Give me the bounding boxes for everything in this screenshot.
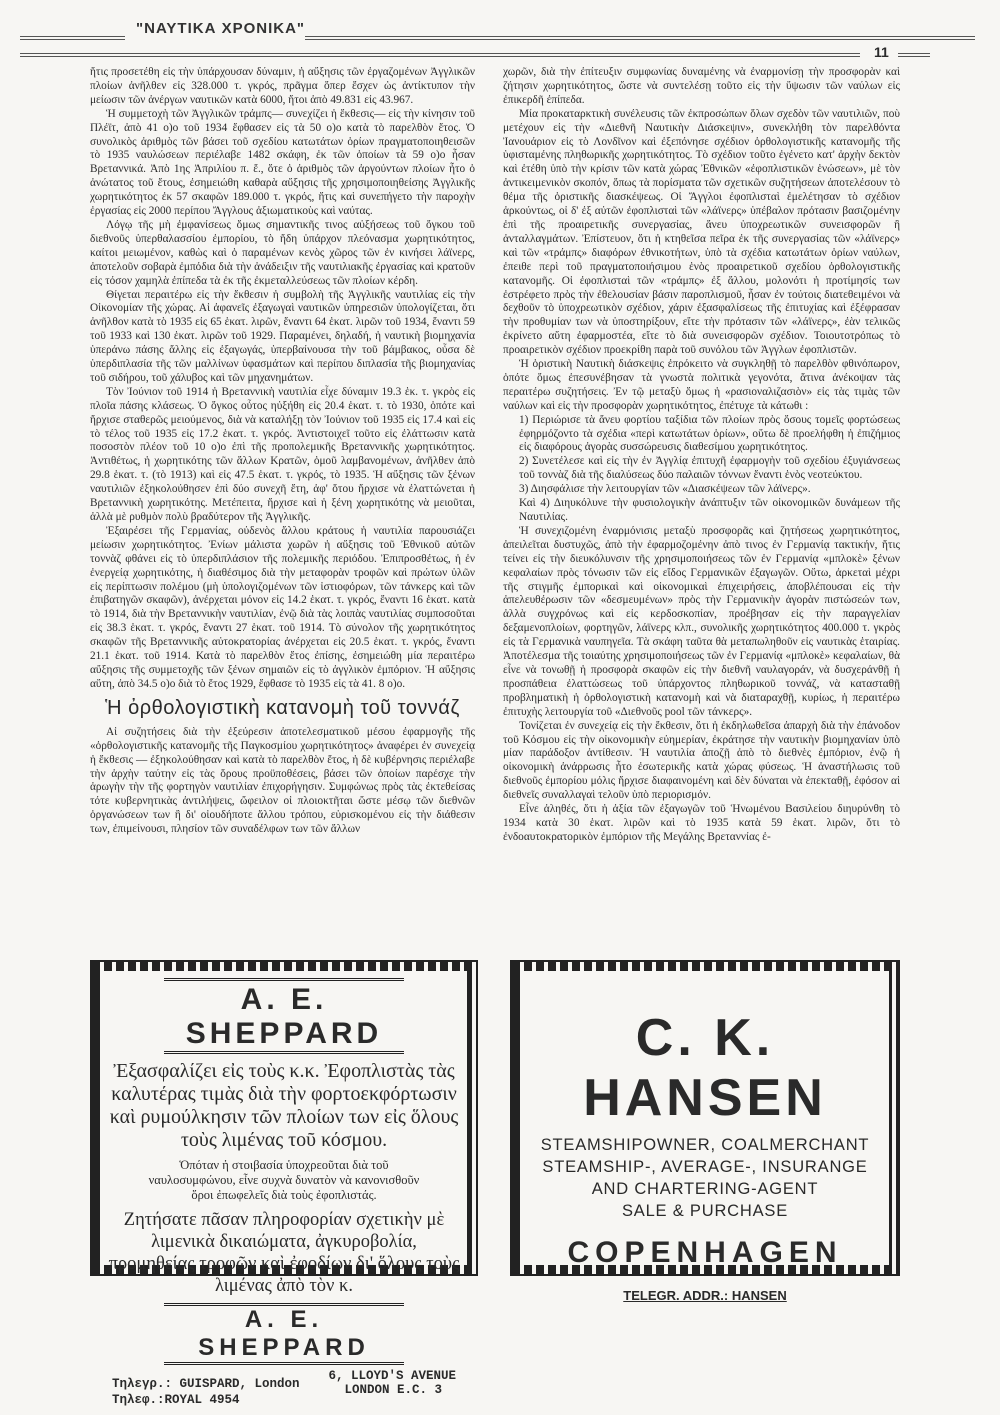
header-rule-under — [20, 53, 860, 57]
journal-title: "ΝΑΥΤΙΚΑ ΧΡΟΝΙΚΑ" — [136, 20, 306, 37]
sheppard-body: Ἐξασφαλίζει εἰς τοὺς κ.κ. Ἐφοπλιστὰς τὰς καλυτέρας τιμὰς διὰ τὴν φορτοεκφόρτωσιν καὶ ρυμούλκησιν τῶν πλοίων των εἰς ὅλους τοὺς λιμένας τοῦ κόσμου. — [109, 1060, 459, 1151]
hansen-line: STEAMSHIP-, AVERAGE-, INSURANGE — [542, 1158, 868, 1176]
sheppard-name-repeat: A. E. SHEPPARD — [164, 1303, 404, 1365]
hansen-line: STEAMSHIPOWNER, COALMERCHANT — [540, 1136, 870, 1154]
telegraph-value: GUISPARD, London — [179, 1377, 300, 1391]
hansen-line: SALE & PURCHASE — [621, 1202, 789, 1220]
sheppard-address — [328, 1369, 456, 1397]
hansen-telegraph — [530, 1288, 880, 1303]
paragraph: Λόγῳ τῆς μὴ ἐμφανίσεως ὅμως σημαντικῆς τινος αὐξήσεως τοῦ ὄγκου τοῦ διεθνοῦς ὑπερθαλασσίου ἐμπορίου, τὸ ἤδη ὑπάρχον πλεόνασμα χωρητικότητος, καίτοι μειωμένον, καθὼς καὶ ὁ παραμένων κενὸς χῶρος τῶν ἐν κινήσει λάϊνερς, ἀποτελοῦν σοβαρὰ ἐμπόδια διὰ τὴν ἀνάδειξιν τῆς ναυτιλιακῆς ἐργασίας καὶ κρατοῦν εἰς τόσον χαμηλὰ ἐπίπεδα τὰ ἐκ τῆς ἐκμεταλλεύσεως τῶν πλοίων κέρδη. — [90, 218, 475, 287]
address-line: 6, LLOYD'S AVENUE — [328, 1369, 456, 1383]
list-item: 1) Περιώρισε τὰ ἄνευ φορτίου ταξίδια τῶν πλοίων πρὸς ὅσους τομεῖς φορτώσεως ἐφηρμόζοντο τὰ σχέδια «περὶ κατωτάτων ὁρίων», οὕτω δὲ προελήφθη ἡ ἐπιζήμιος εἰς διαφόρους ἀγορὰς συσσώρευσις διαθεσίμου χωρητικότητος. — [519, 413, 900, 454]
sheppard-telegraph — [112, 1377, 300, 1391]
list-item: Καὶ 4) Διηυκόλυνε τὴν φυσιολογικὴν ἀνάπτυξιν τῶν οἰκονομικῶν δυνάμεων τῆς Ναυτιλίας. — [519, 497, 900, 523]
hansen-city: COPENHAGEN — [567, 1236, 843, 1269]
paragraph: Μία προκαταρκτικὴ συνέλευσις τῶν ἐκπροσώπων ὅλων σχεδὸν τῶν ναυτιλιῶν, ποὺ μετέχουν εἰς τὴν «Διεθνῆ Ναυτικὴν Διάσκεψιν», συνεκλήθη τὸν παρελθόντα Ἰανουάριον εἰς τὸ Λονδῖνον καὶ ἐξεπόνησε σχέδιον ὀρθολογιστικῆς κατανομῆς τῆς ὑφισταμένης πληθωρικῆς χωρητικότητος. Τὸ σχέδιον τοῦτο ἐγένετο κατ' ἀρχὴν δεκτὸν καὶ ἐτέθη ὑπὸ τὴν κρίσιν τῶν κατὰ χώρας Ἐθνικῶν «ἐφοπλιστικῶν ἑνώσεων», μὲ τὸν ἀντικειμενικὸν σκοπόν, ὅπως τὰ πορίσματα τῶν σχετικῶν συζητήσεων ἀποτελέσουν τὸ θέμα τῆς ὁριστικῆς διασκέψεως. Οἱ Ἄγγλοι ἐφοπλισταὶ ἐμελέτησαν τὸ σχέδιον ἀρκούντως, οἱ δ' ἐξ αὐτῶν ἐφοπλισταὶ τῶν «λάϊνερς» ὑπέβαλον πρότασιν βασιζομένην ἐπὶ τῆς προαιρετικῆς συνεργασίας, ἄνευ ὑποχρεωτικῶν συνεισφορῶν ἢ ἀνταλλαγμάτων. Ἐπίστευον, ὅτι ἡ κτηθεῖσα πεῖρα ἐκ τῆς συνεργασίας τῶν «λάϊνερς» καὶ τῶν «τράμπς» διαφόρων ἐθνικοτήτων, ὑπὸ τὰ σχέδια κατωτάτων ὁρίων ναύλων, ἐπειθε περὶ τοῦ πραγματοποιήσιμου ἑνὸς προαιρετικοῦ σχεδίου ὀρθολογιστικῆς κατανομῆς. Οἱ ἐφοπλισταὶ τῶν «τράμπς» ἐξ ἄλλου, μολονότι ἡ προτίμησίς των ἐστρέφετο πρὸς τὴν ἐθελουσίαν βάσιν παροπλισμοῦ, ἦσαν ἐν τούτοις διατεθειμένοι νὰ δεχθοῦν τὸ ὑποχρεωτικὸν σχέδιον, χάριν ἐξασφαλίσεως τῆς ἐπιτυχίας καὶ ἐξέφρασαν τὴν προθυμίαν των νὰ ὑποστηρίξουν, εἴτε τὴν πρότασιν τῶν «λάϊνερς», ἐὰν τελικῶς ἐκρίνετο αὕτη ἐφαρμοστέα, εἴτε τὸ διὰ συνεισφορῶν σχέδιον. Τοιουτοτρόπως τὸ προαιρετικὸν σχέδιον προεκρίθη παρὰ τοῦ συνόλου τῶν Ἀγγλων ἐφοπλιστῶν. — [503, 107, 900, 357]
hansen-line: AND CHARTERING-AGENT — [591, 1180, 819, 1198]
telegraph-address: TELEGR. ADDR.: HANSEN — [623, 1288, 787, 1303]
hansen-name: C. K. HANSEN — [583, 1009, 827, 1127]
paragraph: Θίγεται περαιτέρω εἰς τὴν ἔκθεσιν ἡ συμβολὴ τῆς Ἀγγλικῆς ναυτιλίας εἰς τὴν Οἰκονομίαν τῆς χώρας. Αἱ ἀφανεῖς ἐξαγωγαὶ ναυτικῶν ὑπηρεσιῶν ὑπολογίζεται, ὅτι ἀνῆλθον κατὰ τὸ 1935 εἰς 65 ἑκατ. λιρῶν, ἔναντι 64 ἑκατ. λιρῶν τοῦ 1934, ἔναντι 59 τοῦ 1933 καὶ 130 ἑκατ. λιρῶν τοῦ 1929. Παραμένει, δηλαδή, ἡ ναυτικὴ βιομηχανία ὑπεράνω πάσης ἄλλης εἰς ἐξαγωγάς, ὑπερβαίνουσα τὴν τοῦ βάμβακος, οὖσα δὲ ὑπερδιπλασία τῆς τῶν μαλλίνων ὑφασμάτων καὶ περίπου διπλασία τῆς βιομηχανίας τοῦ σιδήρου, τοῦ χάλυβος καὶ τῶν μηχανημάτων. — [90, 288, 475, 384]
paragraph: ἥτις προσετέθη εἰς τὴν ὑπάρχουσαν δύναμιν, ἡ αὔξησις τῶν ἐργαζομένων Ἀγγλικῶν πλοίων ἀνῆλθεν εἰς 328.000 τ. γκρός, πρᾶγμα ὅπερ ἔσχεν ὡς ἀντίκτυπον τὴν μείωσιν τῶν ἀνέργων ναυτικῶν κατὰ 6000, ἤτοι ἀπὸ 49.831 εἰς 43.967. — [90, 66, 475, 106]
sheppard-request: Ζητήσατε πᾶσαν πληροφορίαν σχετικὴν μὲ λιμενικὰ δικαιώματα, ἀγκυροβολία, προμηθείας τροφῶν καὶ ἐφοδίων δι' ὅλους τοὺς λιμένας ἀπὸ τὸν κ. — [108, 1210, 460, 1296]
paragraph: Εἶνε ἀληθές, ὅτι ἡ ἀξία τῶν ἐξαγωγῶν τοῦ Ἡνωμένου Βασιλείου διηυρύνθη τὸ 1934 κατὰ 30 ἑκατ. λιρῶν καὶ τὸ 1935 κατὰ 59 ἑκατ. λιρῶν, ὅτι τὸ ἐνδοαυτοκρατορικὸν ἐμπόριον τῆς Μεγάλης Βρεταννίας ἐ- — [503, 803, 900, 843]
paragraph: Τὸν Ἰούνιον τοῦ 1914 ἡ Βρεταννικὴ ναυτιλία εἶχε δύναμιν 19.3 ἑκ. τ. γκρὸς εἰς πλοῖα πάσης κλάσεως. Ὁ ὄγκος οὗτος ηὐξήθη εἰς 20.4 ἑκατ. τ. τὸ 1930, ὁπότε καὶ ἤρχισε σταθερῶς μειούμενος, διὰ νὰ καταλήξῃ τὸν Ἰούνιον τοῦ 1935 εἰς 17.4 καὶ εἰς τὸ τέλος τοῦ 1935 εἰς 17.2 ἑκατ. τ. γκρός. Ἀντιστοιχεῖ τοῦτο εἰς ἐλάττωσιν κατὰ ποσοστὸν πλέον τοῦ 10 ο)ο ἐπὶ τῆς προπολεμικῆς Βρεταννικῆς χωρητικότητος. Ἀντιθέτως, ἡ χωρητικότης τῶν ἄλλων Κρατῶν, ὁμοῦ λαμβανομένων, ἀνῆλθεν ἀπὸ 29.8 ἑκατ. τ. (τὸ 1913) καὶ εἰς 47.5 ἑκατ. τ. γκρός, τὸ 1935. Ἡ αὔξησις τῶν ξένων ναυτιλιῶν ἐξηκολούθησεν ἐπὶ δύο συνεχῆ ἔτη, ἀφ' ὅτου ἤρχισε νὰ ἐλαττώνεται ἡ Βρεταννικὴ χωρητικότης. Μετέπειτα, ἤρχισε καὶ ἡ ξένη χωρητικότης νὰ μειοῦται, ἀλλὰ μὲ ρυθμὸν πολὺ βραδύτερον τῆς Ἀγγλικῆς. — [90, 385, 475, 523]
paragraph: Αἱ συζητήσεις διὰ τὴν ἐξεύρεσιν ἀποτελεσματικοῦ μέσου ἐφαρμογῆς τῆς «ὀρθολογιστικῆς κατανομῆς τῆς Παγκοσμίου χωρητικότητος» ἀναφέρει ἐν συνεχείᾳ ἡ ἔκθεσις — ἐξηκολούθησαν καὶ κατὰ τὸ παρελθὸν ἔτος, ἡ δὲ κυβέρνησις περιέλαβε τὴν ἀρχὴν ταύτην εἰς τὰς ὅρους προϋποθέσεις, βάσει τῶν ὁποίων παρέσχε τὴν ἀρωγὴν τὴν τῆς φορτηγὸν ναυτιλίαν ἐπιχορήγησιν. Συμφώνως πρὸς τὰς ἐκτεθείσας τότε κυβερνητικὰς ἀντιλήψεις, ὤφειλον οἱ πλοιοκτῆται ὥστε μέσῳ τῶν διεθνῶν ὀργανώσεων των ἢ δι' οἱουδήποτε ἄλλου τρόπου, εὑρισκομένου εἰς τὴν διάθεσιν των, ἐπιμείνουσι, πλησίον τῶν συναδέλφων των τῶν ἄλλων — [90, 725, 475, 836]
sheppard-contact — [108, 1369, 460, 1415]
address-line: LONDON E.C. 3 — [344, 1383, 442, 1397]
telegraph-label: Τηλεγρ.: — [112, 1377, 173, 1391]
article-column-left — [90, 66, 475, 931]
list-item: 3) Διησφάλισε τὴν λειτουργίαν τῶν «Διασκέψεων τῶν λάϊνερς». — [519, 483, 811, 496]
list-item: 2) Συνετέλεσε καὶ εἰς τὴν ἐν Ἀγγλίᾳ ἐπιτυχῆ ἐφαρμογὴν τοῦ σχεδίου ἐξυγιάνσεως τοῦ τοννὰζ διὰ τῆς διαλύσεως δύο παλαιῶν τόννων ἔναντι ἑνὸς νεοτεύκτου. — [519, 455, 900, 482]
section-heading: Ἡ ὀρθολογιστικὴ κατανομὴ τοῦ τοννάζ — [105, 696, 460, 719]
sheppard-telephone — [112, 1393, 240, 1407]
paragraph: Ἐξαιρέσει τῆς Γερμανίας, οὐδενὸς ἄλλου κράτους ἡ ναυτιλία παρουσιάζει μείωσιν χωρητικότητος. Ἐνίων μάλιστα χωρῶν ἡ αὔξησις τοῦ Ἐθνικοῦ αὐτῶν τοννὰζ φθάνει εἰς τὸ ὑπερδιπλάσιον τῆς πολεμικῆς περιόδου. Ἐπιπροσθέτως, ἡ ἐν ἐνεργείᾳ χωρητικότης, ἡ διαθέσιμος διὰ τὴν μεταφορὰν τροφῶν καὶ πρώτων ὑλῶν εἰς περίπτωσιν πολέμου (μὴ ὑπολογιζομένων τῶν ἱστιοφόρων, τῶν τάνκερς καὶ τῶν ἐπιβατηγῶν σκαφῶν), ἀνέρχεται μόνον εἰς 14.2 ἑκατ. τ. γκρός, ἔναντι 16 ἑκατ. κατὰ τὸ 1914, διὰ τὴν Βρεταννικὴν ναυτιλίαν, ἐνῷ διὰ τὰς λοιπὰς ναυτιλίας συμποσοῦται εἰς 38.3 ἑκατ. τ. γκρός, ἔναντι 27 ἑκατ. τοῦ 1914. Τὸ σύνολον τῆς χωρητικότητος σκαφῶν τῆς Βρεταννικῆς αὐτοκρατορίας ἀνέρχεται εἰς 20.5 ἑκατ. τ. γκρός, ἔναντι 21.1 ἑκατ. τοῦ 1914. Κατὰ τὸ παρελθὸν ἔτος ἐπίσης, ἐσημειώθη μία περαιτέρω αὔξησις τῆς συμμετοχῆς τῶν ξένων σημαιῶν εἰς τὸ ἀγγλικὸν ἐμπόριον. Ἡ αὔξησις αὕτη, ἀπὸ 34.5 ο)ο διὰ τὸ ἔτος 1929, ἔφθασε τὸ 1935 εἰς τὰ 41. 8 ο)ο. — [90, 524, 475, 690]
paragraph: Ἡ συμμετοχὴ τῶν Ἀγγλικῶν τράμπς— συνεχίζει ἡ ἔκθεσις— εἰς τὴν κίνησιν τοῦ Πλέϊτ, ἀπὸ 41 ο)ο τοῦ 1934 ἔφθασεν εἰς τὰ 50 ο)ο κατὰ τὸ παρελθὸν ἔτος. Ὁ συνολικὸς ἀριθμὸς τῶν βάσει τοῦ σχεδίου κατωτάτων ὁρίων πραγματοποιηθεισῶν τὸ 1935 ναυλώσεων περιέλαβε 1482 σκάφη, ἐκ τῶν ὁποίων τὰ 59 ο)ο ἦσαν Βρεταννικά. Ἀπὸ 1ης Ἀπριλίου π. ἔ., ὅτε ὁ ἀριθμὸς τῶν ἀργούντων πλοίων ἦτο ὁ ἀνώτατος τοῦ ἔτους, ἐσημειώθη καθαρὰ αὔξησις τῆς χρησιμοποιηθείσης Ἀγγλικῆς χωρητικότητος ἐκ 57 σκαφῶν 189.000 τ. γκρός, ἥτις καὶ συνεπήγετο τὴν παροχὴν ἐργασίας εἰς 2000 περίπου Ἄγγλους ἀξιωματικοὺς καὶ ναύτας. — [90, 107, 475, 218]
sheppard-advertisement — [90, 960, 478, 1407]
article-column-right — [503, 66, 900, 931]
telephone-label: Τηλεφ.: — [112, 1393, 165, 1407]
paragraph: Τονίζεται ἐν συνεχείᾳ εἰς τὴν ἔκθεσιν, ὅτι ἡ ἐκδηλωθεῖσα ἀπαρχὴ διὰ τὴν ἐπάνοδον τοῦ Κόσμου εἰς τὴν οἰκονομικὴν εὐημερίαν, ἐκράτησε τὴν ναυτικὴν βιομηχανίαν ὑπὸ μίαν παράδοξον ἀντίθεσιν. Ἡ ναυτιλία ἀποζῇ ἀπὸ τὸ διεθνὲς ἐμπόριον, ἐνῷ ἡ οἰκονομικὴ ἀνάρρωσις ἦτο ἐσωτερικῆς κατὰ χώρας φύσεως. Ἡ ἀναστήλωσις τοῦ διεθνοῦς ἐμπορίου μόλις ἤρχισε διαφαινομένη καὶ δὲν δύναται νὰ ἐπεκταθῇ, ἐφόσον αἱ διεθνεῖς συναλλαγαὶ τελοῦν ὑπὸ περιορισμόν. — [503, 719, 900, 802]
header-rule-left — [20, 36, 125, 40]
header-rule-num — [898, 53, 930, 57]
header-rule-right — [305, 36, 975, 40]
paragraph: Ἡ συνεχιζομένη ἐναρμόνισις μεταξὺ προσφορᾶς καὶ ζητήσεως χωρητικότητος, ἀπειλεῖται δυστυχῶς, ἀπὸ τὴν ἐφαρμοζομένην ἀπὸ τινος ἐν Γερμανίᾳ τακτικήν, ἥτις τείνει εἰς τὴν διευκόλυνσιν τῆς χρησιμοποιήσεως τῶν ἐν Γερμανίᾳ «μπλοκὲ» ξένων κεφαλαίων πρὸς τόνωσιν τῶν εἰς εἴδος Γερμανικῶν ἐξαγωγῶν. Οὕτω, ἀρκεταὶ μέχρι τῆς στιγμῆς ἐμπορικαὶ καὶ οἰκονομικαὶ ἐπιχειρήσεις, ἀποβλέπουσαι εἰς τὴν ἀπελευθέρωσιν τῶν «δεσμευμένων» πρὸς τὴν Γερμανικὴν ἀγορὰν πιστώσεών των, ἀλλὰ συγχρόνως καὶ εἰς κερδοσκοπίαν, προέβησαν εἰς τὴν παραγγελίαν δεξαμενοπλοίων, φορτηγῶν, λάϊνερς κλπ., συνολικῆς χωρητικότητος 400.000 τ. γκρὸς εἰς τὰ Γερμανικὰ ναυπηγεῖα. Τὰ σκάφη ταῦτα θὰ μεταπωληθοῦν εἰς ναυτικὰς ἑταιρίας. Ἀποτέλεσμα τῆς τοιαύτης χρησιμοποιήσεως τῶν ἐν Γερμανίᾳ «μπλοκὲ» κεφαλαίων, θὰ εἶνε νὰ τονωθῇ ἡ προσφορὰ σκαφῶν εἰς τὴν διεθνῆ ναυλαγοράν, νὰ δυσχεράνθῇ ἡ προσπάθεια ἐλαττώσεως τοῦ ὑπάρχοντος πληθωρικοῦ τοννάζ, νὰ κατασταθῇ προβληματικὴ ἡ ὀρθολογιστικὴ κατανομὴ καὶ νὰ διαταραχθῇ, κυρίως, ἡ περαιτέρω ἐπιτυχὴς λειτουργία τοῦ «Διεθνοῦς pool τῶν τάνκερς». — [503, 524, 900, 718]
paragraph: χωρῶν, διὰ τὴν ἐπίτευξιν συμφωνίας δυναμένης νὰ ἐναρμονίσῃ τὴν προσφορὰν καὶ ζήτησιν χωρητικότητος, ὥστε νὰ συντελέσῃ τοῦτο εἰς τὴν ὕψωσιν τῶν ναύλων εἰς ἐπικερδῆ ἐπίπεδα. — [503, 66, 900, 106]
paragraph: Ἡ ὁριστικὴ Ναυτικὴ διάσκεψις ἐπρόκειτο νὰ συγκληθῇ τὸ παρελθὸν φθινόπωρον, ὁπότε ὅμως ἐπεσυνέβησαν τὰ γνωστὰ πολιτικὰ γεγονότα, ἅτινα ἀνέκοψαν τὰς περαιτέρω συζητήσεις. Ἐν τῷ μεταξὺ ὅμως ἡ «ρασιοναλιζασιὸν» εἰς τὰς τιμὰς τῶν ναύλων καὶ εἰς τὴν προσφορὰν χωρητικότητος, ἐπέτυχε τὰ κάτωθι : — [503, 358, 900, 412]
sheppard-name: A. E. SHEPPARD — [164, 978, 404, 1054]
page-number: 11 — [874, 44, 889, 60]
hansen-advertisement — [510, 960, 900, 1303]
telephone-value: ROYAL 4954 — [164, 1393, 240, 1407]
sheppard-note: Ὁπόταν ἡ στοιβασία ὑποχρεοῦται διὰ τοῦ ναυλοσυμφώνου, εἶνε συχνὰ δυνατὸν νὰ κανονισθοῦν ὅροι ἐπωφελεῖς διὰ τοὺς ἐφοπλιστάς. — [148, 1158, 420, 1202]
